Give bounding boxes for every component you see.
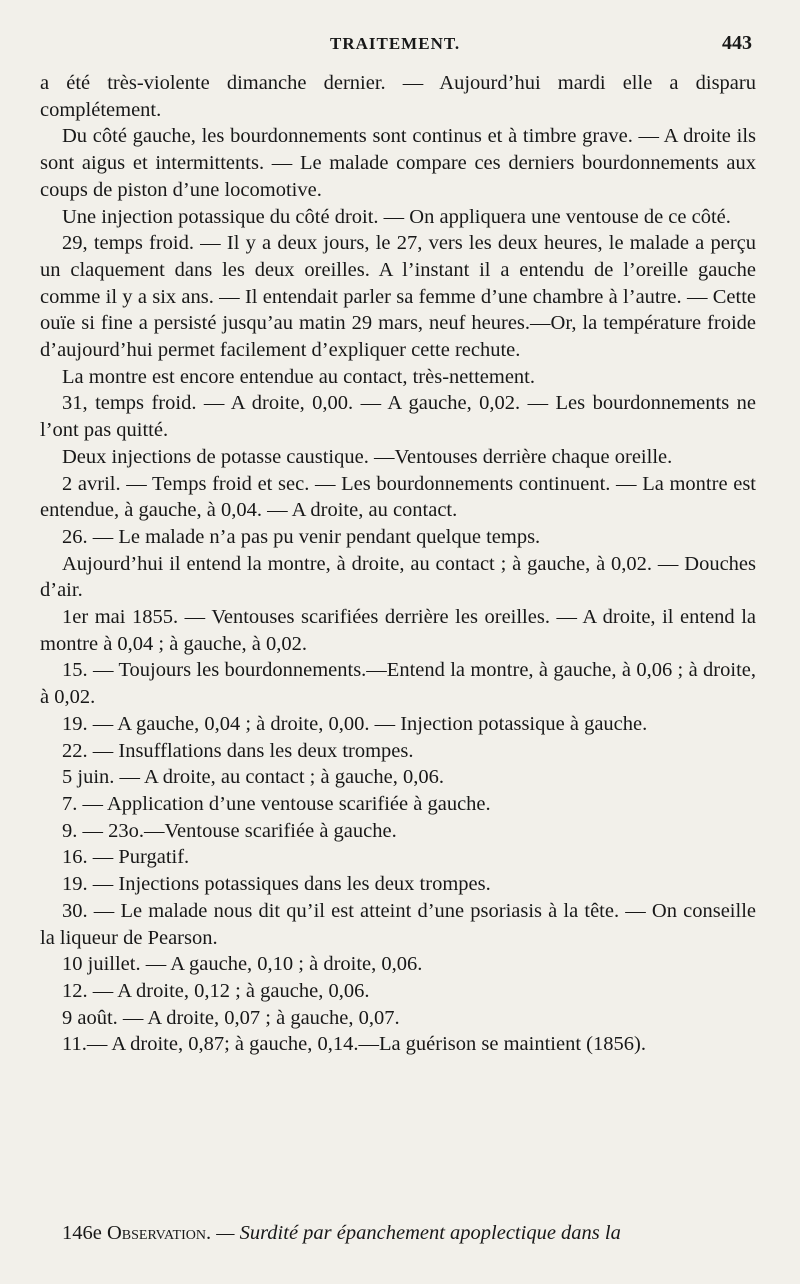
paragraph: 5 juin. — A droite, au contact ; à gauche, 0,06. xyxy=(62,766,445,789)
page-header xyxy=(0,30,800,60)
paragraph: 15. — Toujours les bourdonnements.—Entend la montre, à gauche, à 0,06 ; à droite, à 0,02. xyxy=(40,659,756,709)
paragraph: 1er mai 1855. — Ventouses scarifiées derrière les oreilles. — A droite, il entend la montre à 0,04 ; à gauche, à 0,02. xyxy=(40,606,756,655)
observation-number: 146e xyxy=(62,1222,102,1244)
paragraph: 22. — Insufflations dans les deux trompes. xyxy=(62,739,414,762)
body-text xyxy=(40,70,756,1058)
running-title: TRAITEMENT. xyxy=(330,34,461,53)
paragraph: 31, temps froid. — A droite, 0,00. — A gauche, 0,02. — Les bourdonnements ne l’ont pas quitté. xyxy=(40,392,756,442)
paragraph: 29, temps froid. — Il y a deux jours, le 27, vers les deux heures, le malade a perçu un claquement dans les deux oreilles. A l’instant il a entendu de l’oreille gauche comme il y a six ans. — Il entendait parler sa femme d’une chambre à l’autre. — Cette ouïe si fine a persisté jusqu’au matin 29 mars, neuf heures.—Or, la température froide d’aujourd’hui permet facilement d’expliquer cette rechute. xyxy=(40,232,756,362)
paragraph: 7. — Application d’une ventouse scarifiée à gauche. xyxy=(62,792,491,815)
paragraph: 2 avril. — Temps froid et sec. — Les bourdonnements continuent. — La montre est entendue, à gauche, à 0,04. — A droite, au contact. xyxy=(40,472,756,522)
paragraph: 9. — 23o.—Ventouse scarifiée à gauche. xyxy=(62,819,397,842)
paragraph: a été très-violente dimanche dernier. — Aujourd’hui mardi elle a disparu complétement. xyxy=(40,72,756,121)
observation-title: — Surdité par épanchement apoplectique dans la xyxy=(216,1222,621,1244)
paragraph: 11.— A droite, 0,87; à gauche, 0,14.—La guérison se maintient (1856). xyxy=(62,1033,646,1056)
paragraph: 10 juillet. — A gauche, 0,10 ; à droite, 0,06. xyxy=(62,953,423,976)
page-number: 443 xyxy=(722,32,752,54)
paragraph: 9 août. — A droite, 0,07 ; à gauche, 0,07. xyxy=(62,1006,400,1029)
paragraph: 19. — A gauche, 0,04 ; à droite, 0,00. — Injection potassique à gauche. xyxy=(62,712,648,735)
paragraph: 26. — Le malade n’a pas pu venir pendant quelque temps. xyxy=(62,525,541,548)
paragraph: Deux injections de potasse caustique. —Ventouses derrière chaque oreille. xyxy=(62,445,673,468)
paragraph: 12. — A droite, 0,12 ; à gauche, 0,06. xyxy=(62,979,370,1002)
paragraph: La montre est encore entendue au contact, très-nettement. xyxy=(62,365,535,388)
paragraph: 16. — Purgatif. xyxy=(62,846,190,869)
paragraph: 30. — Le malade nous dit qu’il est atteint d’une psoriasis à la tête. — On conseille la liqueur de Pearson. xyxy=(40,899,756,949)
observation-label: Observation. xyxy=(106,1222,212,1244)
observation-heading xyxy=(40,1220,756,1247)
paragraph: Une injection potassique du côté droit. — On appliquera une ventouse de ce côté. xyxy=(62,205,731,228)
paragraph: 19. — Injections potassiques dans les deux trompes. xyxy=(62,873,491,896)
paragraph: Du côté gauche, les bourdonnements sont continus et à timbre grave. — A droite ils sont aigus et intermittents. — Le malade compare ces derniers bourdonnements aux coups de piston d’une locomotive. xyxy=(40,125,756,201)
paragraph: Aujourd’hui il entend la montre, à droite, au contact ; à gauche, à 0,02. — Douches d’air. xyxy=(40,552,756,602)
